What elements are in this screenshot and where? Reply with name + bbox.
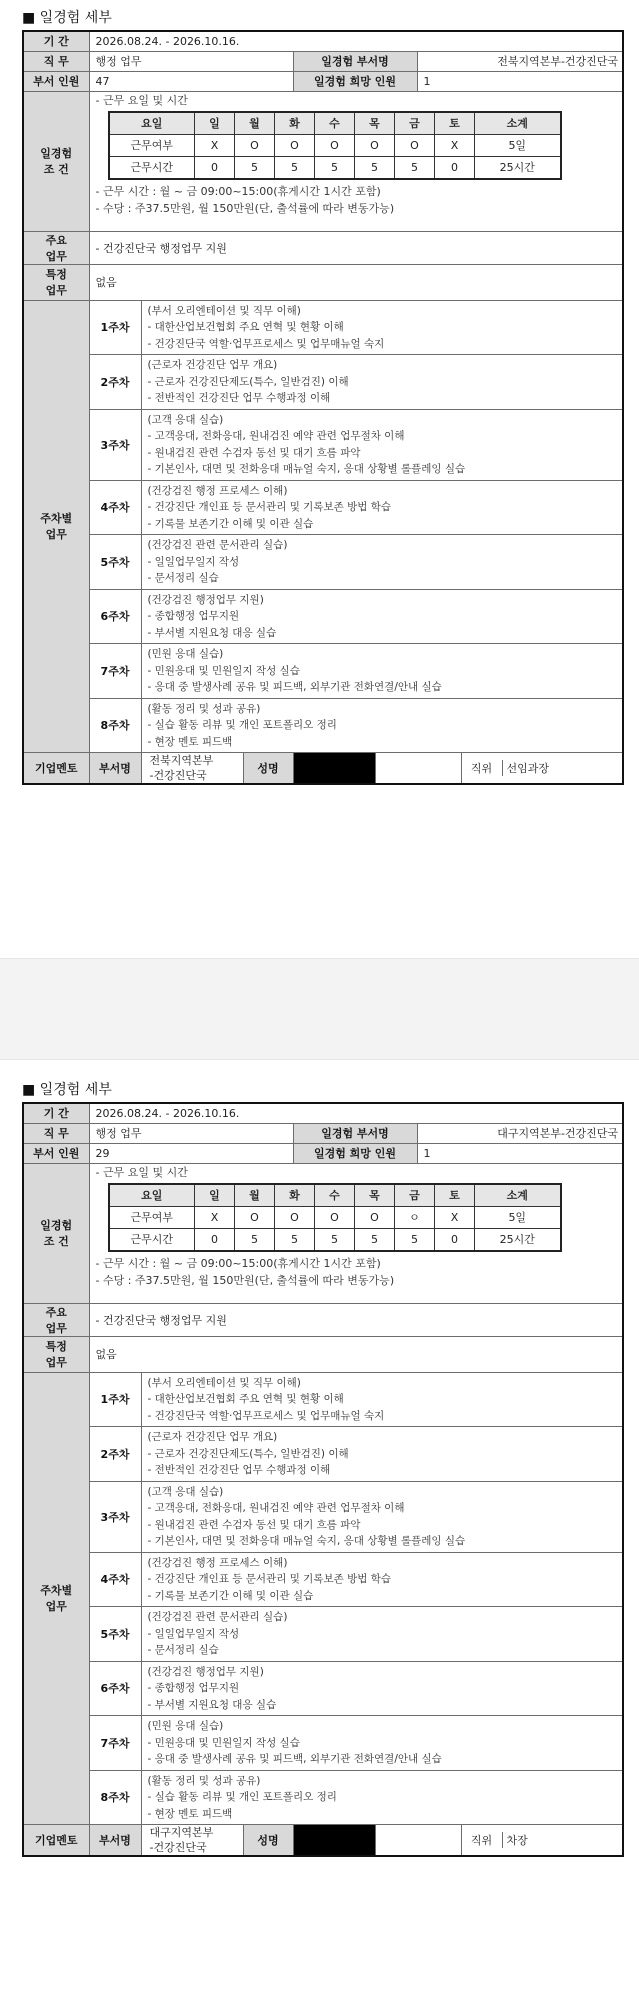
week-label: 3주차 bbox=[89, 409, 141, 480]
main-work-label-line-2: 업무 bbox=[45, 1321, 67, 1335]
schedule-row bbox=[109, 1206, 561, 1228]
week-row bbox=[23, 1481, 623, 1552]
week-row bbox=[23, 1372, 623, 1427]
week-content bbox=[141, 480, 623, 535]
week-content-line: (건강검진 행정 프로세스 이해) bbox=[147, 1556, 288, 1569]
experience-detail-table bbox=[22, 1102, 624, 1857]
mentor-dept-line-1: 전북지역본부 bbox=[149, 754, 214, 767]
week-content-line: - 실습 활동 리뷰 및 개인 포트폴리오 정리 bbox=[147, 1791, 337, 1803]
week-content-line: (건강검진 관련 문서관리 실습) bbox=[147, 539, 288, 551]
week-content-line: - 근로자 건강진단제도(특수, 일반검진) 이해 bbox=[147, 375, 349, 388]
week-row bbox=[23, 1552, 623, 1607]
duty-label: 직 무 bbox=[23, 51, 89, 71]
schedule-header-cell: 월 bbox=[235, 1184, 275, 1207]
week-content-line: (근로자 건강진단 업무 개요) bbox=[147, 1431, 278, 1443]
week-row bbox=[23, 300, 623, 355]
schedule-cell: 5 bbox=[395, 1228, 435, 1251]
week-content-line: - 전반적인 건강진단 업무 수행과정 이해 bbox=[147, 1464, 331, 1476]
schedule-cell: 0 bbox=[435, 156, 475, 179]
main-work-label bbox=[23, 231, 89, 264]
week-content-line: - 고객응대, 전화응대, 원내검진 예약 관련 업무절차 이해 bbox=[147, 1502, 405, 1514]
period-label: 기 간 bbox=[23, 1103, 89, 1123]
week-content-line: - 건강진단 개인표 등 문서관리 및 기록보존 방법 학습 bbox=[147, 1573, 391, 1585]
week-content-line: - 고객응대, 전화응대, 원내검진 예약 관련 업무절차 이해 bbox=[147, 430, 405, 442]
mentor-label: 기업멘토 bbox=[23, 753, 89, 785]
mentor-dept-label: 부서명 bbox=[89, 753, 141, 785]
weekly-work-label-line: 업무 bbox=[45, 528, 67, 542]
week-content bbox=[141, 535, 623, 590]
week-row bbox=[23, 409, 623, 480]
mentor-position-cell bbox=[461, 1825, 623, 1857]
mentor-position-label: 직위 bbox=[462, 760, 503, 776]
mentor-name-label: 성명 bbox=[243, 753, 293, 785]
week-content-line: - 실습 활동 리뷰 및 개인 포트폴리오 정리 bbox=[147, 719, 337, 731]
schedule-cell: 5 bbox=[235, 1228, 275, 1251]
week-content-line: - 문서정리 실습 bbox=[147, 572, 219, 584]
schedule-header-row bbox=[109, 112, 561, 135]
schedule-cell: X bbox=[435, 1206, 475, 1228]
schedule-cell: ㅇ bbox=[395, 1206, 435, 1228]
week-content-line: (근로자 건강진단 업무 개요) bbox=[147, 359, 278, 371]
schedule-cell: O bbox=[355, 1206, 395, 1228]
week-content bbox=[141, 644, 623, 699]
schedule-cell: 25시간 bbox=[475, 156, 561, 179]
week-content bbox=[141, 1770, 623, 1825]
conditions-note-allowance: - 수당 : 주37.5만원, 월 150만원(단, 출석률에 따라 변동가능) bbox=[95, 201, 395, 215]
week-content-line: (활동 정리 및 성과 공유) bbox=[147, 1774, 261, 1787]
special-work-value: 없음 bbox=[89, 264, 623, 300]
schedule-header-cell: 월 bbox=[235, 112, 275, 135]
mentor-spacer bbox=[375, 1825, 461, 1857]
week-content bbox=[141, 589, 623, 644]
schedule-header-cell: 화 bbox=[275, 1184, 315, 1207]
schedule-table bbox=[108, 111, 562, 180]
mentor-dept-line-2: -건강진단국 bbox=[149, 1841, 207, 1854]
week-content-line: (민원 응대 실습) bbox=[147, 648, 224, 660]
schedule-row-label: 근무여부 bbox=[109, 1206, 195, 1228]
schedule-cell: 0 bbox=[195, 1228, 235, 1251]
week-row bbox=[23, 355, 623, 410]
schedule-header-cell: 금 bbox=[395, 112, 435, 135]
week-label: 7주차 bbox=[89, 1716, 141, 1771]
week-content-line: - 근로자 건강진단제도(특수, 일반검진) 이해 bbox=[147, 1447, 349, 1460]
conditions-label-line-2: 조 건 bbox=[43, 163, 69, 176]
conditions-cell bbox=[89, 91, 623, 231]
week-content-line: - 일일업무일지 작성 bbox=[147, 1627, 240, 1640]
mentor-spacer bbox=[375, 753, 461, 785]
page-gap bbox=[0, 958, 639, 1060]
week-content-line: - 건강진단국 역할·업무프로세스 및 업무매뉴얼 숙지 bbox=[147, 337, 385, 350]
week-content-line: - 현장 멘토 피드백 bbox=[147, 1807, 233, 1820]
schedule-row bbox=[109, 156, 561, 179]
schedule-header-cell: 화 bbox=[275, 112, 315, 135]
week-content-line: - 부서별 지원요청 대응 실습 bbox=[147, 1698, 277, 1711]
week-label: 3주차 bbox=[89, 1481, 141, 1552]
week-content-line: - 민원응대 및 민원일지 작성 실습 bbox=[147, 1736, 300, 1749]
week-label: 4주차 bbox=[89, 480, 141, 535]
mentor-dept-label: 부서명 bbox=[89, 1825, 141, 1857]
week-content-line: (고객 응대 실습) bbox=[147, 1485, 224, 1498]
special-work-label-line-1: 특정 bbox=[45, 1340, 67, 1353]
schedule-cell: O bbox=[235, 1206, 275, 1228]
week-label: 5주차 bbox=[89, 1607, 141, 1662]
conditions-title: - 근무 요일 및 시간 bbox=[95, 93, 188, 107]
schedule-row bbox=[109, 134, 561, 156]
schedule-header-cell: 토 bbox=[435, 112, 475, 135]
conditions-note-hours: - 근무 시간 : 월 ~ 금 09:00~15:00(휴게시간 1시간 포함) bbox=[95, 184, 381, 198]
main-work-label-line-2: 업무 bbox=[45, 249, 67, 263]
schedule-cell: O bbox=[235, 134, 275, 156]
schedule-row-label: 근무시간 bbox=[109, 1228, 195, 1251]
week-content-line: - 기본인사, 대면 및 전화응대 매뉴얼 숙지, 응대 상황별 롤플레잉 실습 bbox=[147, 1535, 466, 1547]
week-label: 1주차 bbox=[89, 1372, 141, 1427]
week-row bbox=[23, 535, 623, 590]
schedule-header-cell: 일 bbox=[195, 112, 235, 135]
schedule-cell: O bbox=[315, 1206, 355, 1228]
special-work-label-line-1: 특정 bbox=[45, 268, 67, 281]
week-content-line: - 종합행정 업무지원 bbox=[147, 1682, 240, 1694]
schedule-header-cell: 목 bbox=[355, 1184, 395, 1207]
week-label: 6주차 bbox=[89, 1661, 141, 1716]
schedule-header-cell: 요일 bbox=[109, 112, 195, 135]
week-content bbox=[141, 355, 623, 410]
special-work-label bbox=[23, 1336, 89, 1372]
mentor-name-redacted bbox=[293, 753, 375, 785]
section-title: ■ 일경험 세부 bbox=[22, 1082, 112, 1098]
host-dept-value: 대구지역본부-건강진단국 bbox=[417, 1123, 623, 1143]
period-value: 2026.08.24. - 2026.10.16. bbox=[89, 1103, 623, 1123]
conditions-note-hours: - 근무 시간 : 월 ~ 금 09:00~15:00(휴게시간 1시간 포함) bbox=[95, 1256, 381, 1270]
schedule-header-cell: 수 bbox=[315, 112, 355, 135]
schedule-row bbox=[109, 1228, 561, 1251]
week-content-line: (부서 오리엔테이션 및 직무 이해) bbox=[147, 1376, 301, 1389]
week-label: 2주차 bbox=[89, 355, 141, 410]
week-label: 4주차 bbox=[89, 1552, 141, 1607]
week-content-line: - 대한산업보건협회 주요 연혁 및 현황 이해 bbox=[147, 1393, 344, 1405]
schedule-cell: 0 bbox=[435, 1228, 475, 1251]
duty-value: 행정 업무 bbox=[89, 1123, 293, 1143]
schedule-cell: 5 bbox=[315, 1228, 355, 1251]
schedule-cell: O bbox=[315, 134, 355, 156]
week-content-line: - 건강진단 개인표 등 문서관리 및 기록보존 방법 학습 bbox=[147, 501, 391, 513]
desired-count-label: 일경험 희망 인원 bbox=[293, 71, 417, 91]
week-label: 6주차 bbox=[89, 589, 141, 644]
schedule-table bbox=[108, 1183, 562, 1252]
schedule-cell: 5 bbox=[395, 156, 435, 179]
week-label: 5주차 bbox=[89, 535, 141, 590]
conditions-cell bbox=[89, 1163, 623, 1303]
week-content-line: - 종합행정 업무지원 bbox=[147, 610, 240, 622]
week-content-line: - 대한산업보건협회 주요 연혁 및 현황 이해 bbox=[147, 321, 344, 333]
week-content-line: - 원내검진 관련 수검자 동선 및 대기 흐름 파악 bbox=[147, 446, 361, 459]
week-content-line: - 기본인사, 대면 및 전화응대 매뉴얼 숙지, 응대 상황별 롤플레잉 실습 bbox=[147, 463, 466, 475]
dept-count-value: 29 bbox=[89, 1143, 293, 1163]
schedule-cell: 5 bbox=[235, 156, 275, 179]
host-dept-value: 전북지역본부-건강진단국 bbox=[417, 51, 623, 71]
duty-label: 직 무 bbox=[23, 1123, 89, 1143]
special-work-value: 없음 bbox=[89, 1336, 623, 1372]
week-content bbox=[141, 1481, 623, 1552]
week-content-line: - 응대 중 발생사례 공유 및 피드백, 외부기관 전화연결/안내 실습 bbox=[147, 681, 442, 693]
mentor-name-label: 성명 bbox=[243, 1825, 293, 1857]
week-content-line: - 부서별 지원요청 대응 실습 bbox=[147, 626, 277, 639]
week-content bbox=[141, 1372, 623, 1427]
schedule-cell: 5 bbox=[275, 1228, 315, 1251]
week-content bbox=[141, 1716, 623, 1771]
weekly-work-label-line: 업무 bbox=[45, 1600, 67, 1614]
schedule-cell: 5일 bbox=[475, 134, 561, 156]
schedule-cell: 5 bbox=[355, 156, 395, 179]
section-title: ■ 일경험 세부 bbox=[22, 10, 112, 26]
main-work-value: - 건강진단국 행정업무 지원 bbox=[89, 1303, 623, 1336]
week-content-line: - 기록물 보존기간 이해 및 이관 실습 bbox=[147, 517, 314, 530]
mentor-position-value: 선임과장 bbox=[506, 762, 550, 775]
special-work-label-line-2: 업무 bbox=[45, 284, 67, 297]
week-content-line: (건강검진 행정 프로세스 이해) bbox=[147, 484, 288, 497]
week-content-line: - 현장 멘토 피드백 bbox=[147, 735, 233, 748]
schedule-row-label: 근무여부 bbox=[109, 134, 195, 156]
weekly-work-label bbox=[23, 1372, 89, 1825]
special-work-label-line-2: 업무 bbox=[45, 1356, 67, 1369]
week-content-line: (고객 응대 실습) bbox=[147, 413, 224, 426]
schedule-cell: 5일 bbox=[475, 1206, 561, 1228]
conditions-label bbox=[23, 91, 89, 231]
conditions-label-line-1: 일경험 bbox=[40, 147, 73, 160]
schedule-cell: X bbox=[195, 1206, 235, 1228]
conditions-label-line-1: 일경험 bbox=[40, 1219, 73, 1232]
week-content-line: - 전반적인 건강진단 업무 수행과정 이해 bbox=[147, 392, 331, 404]
week-row bbox=[23, 1607, 623, 1662]
dept-count-value: 47 bbox=[89, 71, 293, 91]
mentor-name-redacted bbox=[293, 1825, 375, 1857]
mentor-dept-line-1: 대구지역본부 bbox=[149, 1826, 214, 1839]
conditions-label-line-2: 조 건 bbox=[43, 1235, 69, 1248]
schedule-header-cell: 요일 bbox=[109, 1184, 195, 1207]
week-row bbox=[23, 1716, 623, 1771]
week-content-line: (부서 오리엔테이션 및 직무 이해) bbox=[147, 304, 301, 317]
week-row bbox=[23, 1770, 623, 1825]
week-label: 2주차 bbox=[89, 1427, 141, 1482]
schedule-header-row bbox=[109, 1184, 561, 1207]
week-content-line: - 기록물 보존기간 이해 및 이관 실습 bbox=[147, 1589, 314, 1602]
mentor-label: 기업멘토 bbox=[23, 1825, 89, 1857]
week-content bbox=[141, 1607, 623, 1662]
schedule-cell: X bbox=[195, 134, 235, 156]
mentor-dept-line-2: -건강진단국 bbox=[149, 769, 207, 782]
week-content-line: - 문서정리 실습 bbox=[147, 1644, 219, 1656]
week-label: 8주차 bbox=[89, 1770, 141, 1825]
week-content bbox=[141, 1552, 623, 1607]
main-work-label-line-1: 주요 bbox=[45, 233, 67, 247]
weekly-work-label-line: 주차별 bbox=[40, 1584, 73, 1598]
week-row bbox=[23, 1661, 623, 1716]
main-work-label bbox=[23, 1303, 89, 1336]
schedule-cell: X bbox=[435, 134, 475, 156]
schedule-cell: O bbox=[355, 134, 395, 156]
week-label: 1주차 bbox=[89, 300, 141, 355]
conditions-label bbox=[23, 1163, 89, 1303]
schedule-cell: 5 bbox=[355, 1228, 395, 1251]
week-content bbox=[141, 409, 623, 480]
schedule-header-cell: 소계 bbox=[475, 1184, 561, 1207]
dept-count-label: 부서 인원 bbox=[23, 71, 89, 91]
period-value: 2026.08.24. - 2026.10.16. bbox=[89, 31, 623, 51]
schedule-cell: 25시간 bbox=[475, 1228, 561, 1251]
conditions-title: - 근무 요일 및 시간 bbox=[95, 1165, 188, 1179]
conditions-note-allowance: - 수당 : 주37.5만원, 월 150만원(단, 출석률에 따라 변동가능) bbox=[95, 1273, 395, 1287]
week-row bbox=[23, 480, 623, 535]
week-row bbox=[23, 1427, 623, 1482]
desired-count-value: 1 bbox=[417, 1143, 623, 1163]
main-work-label-line-1: 주요 bbox=[45, 1305, 67, 1319]
desired-count-label: 일경험 희망 인원 bbox=[293, 1143, 417, 1163]
schedule-header-cell: 금 bbox=[395, 1184, 435, 1207]
desired-count-value: 1 bbox=[417, 71, 623, 91]
mentor-position-label: 직위 bbox=[462, 1832, 503, 1848]
experience-detail-table bbox=[22, 30, 624, 785]
schedule-header-cell: 목 bbox=[355, 112, 395, 135]
schedule-header-cell: 소계 bbox=[475, 112, 561, 135]
week-content-line: - 응대 중 발생사례 공유 및 피드백, 외부기관 전화연결/안내 실습 bbox=[147, 1753, 442, 1765]
week-content-line: (활동 정리 및 성과 공유) bbox=[147, 702, 261, 715]
week-content-line: (건강검진 관련 문서관리 실습) bbox=[147, 1611, 288, 1623]
dept-count-label: 부서 인원 bbox=[23, 1143, 89, 1163]
mentor-position-cell bbox=[461, 753, 623, 785]
week-content-line: - 건강진단국 역할·업무프로세스 및 업무매뉴얼 숙지 bbox=[147, 1409, 385, 1422]
week-row bbox=[23, 698, 623, 753]
mentor-dept-value bbox=[141, 753, 243, 785]
schedule-cell: 5 bbox=[315, 156, 355, 179]
week-content-line: (건강검진 행정업무 지원) bbox=[147, 1665, 264, 1678]
week-content bbox=[141, 300, 623, 355]
schedule-header-cell: 일 bbox=[195, 1184, 235, 1207]
mentor-dept-value bbox=[141, 1825, 243, 1857]
week-content-line: - 원내검진 관련 수검자 동선 및 대기 흐름 파악 bbox=[147, 1518, 361, 1531]
schedule-header-cell: 토 bbox=[435, 1184, 475, 1207]
schedule-row-label: 근무시간 bbox=[109, 156, 195, 179]
duty-value: 행정 업무 bbox=[89, 51, 293, 71]
schedule-cell: O bbox=[395, 134, 435, 156]
schedule-cell: O bbox=[275, 1206, 315, 1228]
week-content-line: (민원 응대 실습) bbox=[147, 1720, 224, 1732]
host-dept-label: 일경험 부서명 bbox=[293, 51, 417, 71]
week-content bbox=[141, 698, 623, 753]
host-dept-label: 일경험 부서명 bbox=[293, 1123, 417, 1143]
weekly-work-label bbox=[23, 300, 89, 753]
week-label: 7주차 bbox=[89, 644, 141, 699]
weekly-work-label-line: 주차별 bbox=[40, 512, 73, 526]
period-label: 기 간 bbox=[23, 31, 89, 51]
special-work-label bbox=[23, 264, 89, 300]
week-label: 8주차 bbox=[89, 698, 141, 753]
week-row bbox=[23, 589, 623, 644]
week-row bbox=[23, 644, 623, 699]
schedule-header-cell: 수 bbox=[315, 1184, 355, 1207]
schedule-cell: O bbox=[275, 134, 315, 156]
week-content-line: - 민원응대 및 민원일지 작성 실습 bbox=[147, 664, 300, 677]
schedule-cell: 0 bbox=[195, 156, 235, 179]
week-content bbox=[141, 1427, 623, 1482]
mentor-position-value: 차장 bbox=[506, 1834, 528, 1847]
week-content bbox=[141, 1661, 623, 1716]
schedule-cell: 5 bbox=[275, 156, 315, 179]
week-content-line: (건강검진 행정업무 지원) bbox=[147, 593, 264, 606]
main-work-value: - 건강진단국 행정업무 지원 bbox=[89, 231, 623, 264]
week-content-line: - 일일업무일지 작성 bbox=[147, 555, 240, 568]
